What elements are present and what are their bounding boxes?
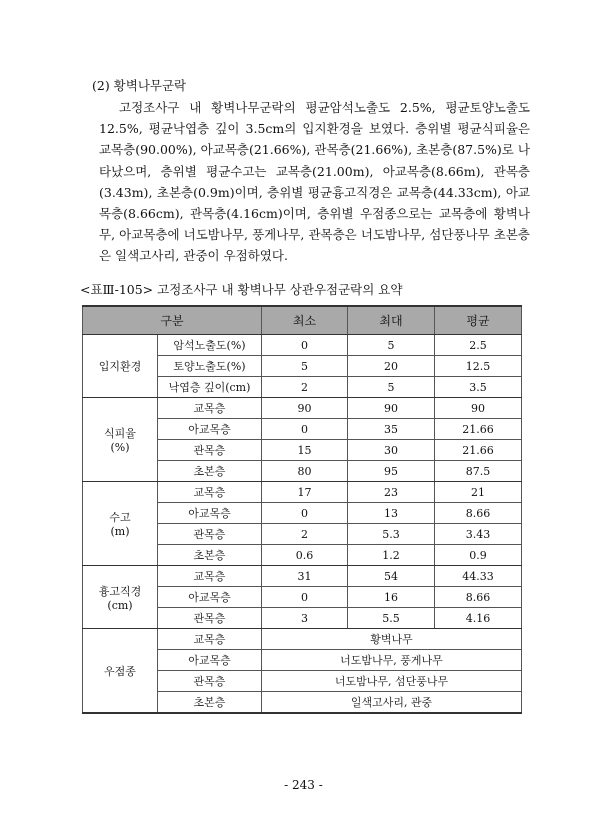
cell-value: 20 [348,356,435,377]
cell-value: 일색고사리, 관중 [262,692,522,714]
row-label: 관목층 [158,671,262,692]
row-label: 교목층 [158,482,262,503]
cell-value: 35 [348,419,435,440]
cell-value: 80 [262,461,348,482]
table-row [83,335,522,356]
body-paragraph: 고정조사구 내 황벽나무군락의 평균암석노출도 2.5%, 평균토양노출도 12.5%, 평균낙엽층 깊이 3.5cm의 입지환경을 보였다. 층위별 평균식피율은 교목층(90.00%), 아교목층(21.66%), 관목층(21.66%), 초본층(87.5%)로 나타났으며, 층위별 평균수고는 교목층(21.00m), 아교목층(8.66m), 관목층(3.43m), 초본층(0.9m)이며, 층위별 평균흉고직경은 교목층(44.33cm), 아교목층(8.66cm), 관목층(4.16cm)이며, 층위별 우점종으로는 교목층에 황벽나무, 아교목층에 너도밤나무, 풍게나무, 관목층은 너도밤나무, 섬단풍나무 초본층은 일색고사리, 관중이 우점하였다. [99,100,530,264]
cell-value: 황벽나무 [262,629,522,650]
table-row [83,566,522,587]
group-label: 식피율 (%) [83,398,158,482]
cell-value: 3.5 [435,377,522,398]
cell-value: 21.66 [435,419,522,440]
row-label: 관목층 [158,524,262,545]
cell-value: 5.5 [348,608,435,629]
cell-value: 90 [348,398,435,419]
cell-value: 5 [262,356,348,377]
cell-value: 5.3 [348,524,435,545]
cell-value: 2.5 [435,335,522,356]
row-label: 아교목층 [158,650,262,671]
cell-value: 0 [262,587,348,608]
header-min: 최소 [262,306,348,335]
cell-value: 5 [348,377,435,398]
table-caption: <표Ⅲ-105> 고정조사구 내 황벽나무 상관우점군락의 요약 [80,282,403,297]
summary-table [82,305,522,714]
row-label: 관목층 [158,440,262,461]
section-heading: (2) 황벽나무군락 [92,78,187,93]
cell-value: 17 [262,482,348,503]
table-row [83,482,522,503]
row-label: 초본층 [158,461,262,482]
cell-value: 44.33 [435,566,522,587]
cell-value: 0 [262,335,348,356]
row-label: 아교목층 [158,587,262,608]
cell-value: 31 [262,566,348,587]
group-label: 수고 (m) [83,482,158,566]
cell-value: 30 [348,440,435,461]
row-label: 교목층 [158,566,262,587]
cell-value: 너도밤나무, 섬단풍나무 [262,671,522,692]
row-label: 아교목층 [158,419,262,440]
header-mean: 평균 [435,306,522,335]
row-label: 아교목층 [158,503,262,524]
cell-value: 0 [262,419,348,440]
cell-value: 3.43 [435,524,522,545]
row-label: 초본층 [158,545,262,566]
cell-value: 8.66 [435,587,522,608]
cell-value: 5 [348,335,435,356]
table-row [83,629,522,650]
cell-value: 8.66 [435,503,522,524]
cell-value: 16 [348,587,435,608]
cell-value: 0 [262,503,348,524]
cell-value: 4.16 [435,608,522,629]
cell-value: 15 [262,440,348,461]
cell-value: 13 [348,503,435,524]
cell-value: 2 [262,377,348,398]
cell-value: 0.6 [262,545,348,566]
cell-value: 3 [262,608,348,629]
group-label: 입지환경 [83,335,158,398]
cell-value: 1.2 [348,545,435,566]
cell-value: 0.9 [435,545,522,566]
row-label: 관목층 [158,608,262,629]
row-label: 암석노출도(%) [158,335,262,356]
row-label: 토양노출도(%) [158,356,262,377]
cell-value: 54 [348,566,435,587]
row-label: 교목층 [158,398,262,419]
cell-value: 21.66 [435,440,522,461]
group-label: 흉고직경 (cm) [83,566,158,629]
table-row [83,398,522,419]
cell-value: 90 [262,398,348,419]
cell-value: 95 [348,461,435,482]
cell-value: 너도밤나무, 풍게나무 [262,650,522,671]
row-label: 초본층 [158,692,262,714]
cell-value: 90 [435,398,522,419]
cell-value: 2 [262,524,348,545]
cell-value: 21 [435,482,522,503]
header-max: 최대 [348,306,435,335]
page-number: - 243 - [284,778,323,792]
cell-value: 23 [348,482,435,503]
cell-value: 87.5 [435,461,522,482]
group-label: 우점종 [83,629,158,714]
cell-value: 12.5 [435,356,522,377]
row-label: 낙엽층 깊이(cm) [158,377,262,398]
row-label: 교목층 [158,629,262,650]
header-category: 구분 [83,306,262,335]
